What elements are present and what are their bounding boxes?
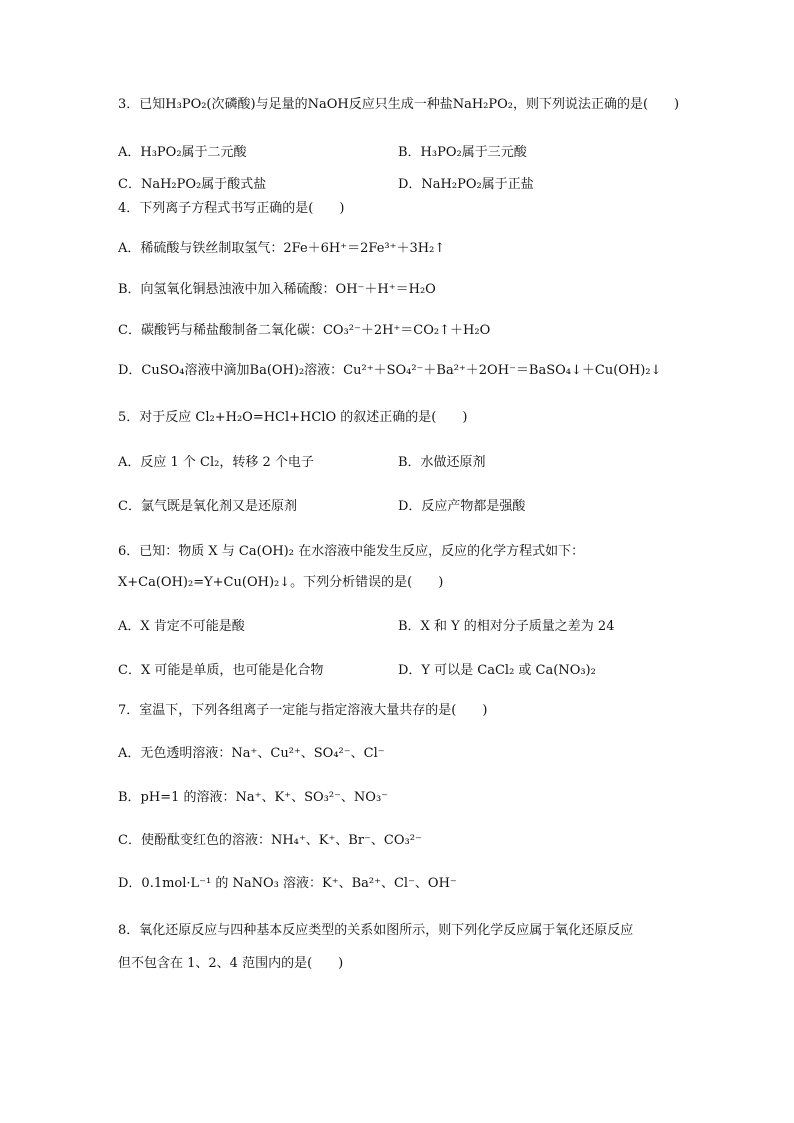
question-7-option-b[interactable]: B．pH=1 的溶液：Na⁺、K⁺、SO₃²⁻、NO₃⁻ <box>118 790 389 805</box>
question-3-option-b[interactable]: B．H₃PO₂属于三元酸 <box>398 145 527 160</box>
question-3-option-d[interactable]: D．NaH₂PO₂属于正盐 <box>398 177 534 192</box>
question-4-stem: 4．下列离子方程式书写正确的是( ) <box>118 201 345 216</box>
question-6-option-b[interactable]: B．X 和 Y 的相对分子质量之差为 24 <box>398 619 615 634</box>
question-6-option-a[interactable]: A．X 肯定不可能是酸 <box>118 619 245 634</box>
question-5-option-a[interactable]: A．反应 1 个 Cl₂，转移 2 个电子 <box>118 455 314 470</box>
question-6-stem-line-1: 6．已知：物质 X 与 Ca(OH)₂ 在水溶液中能发生反应，反应的化学方程式如下： <box>118 544 585 559</box>
question-4-option-d[interactable]: D．CuSO₄溶液中滴加Ba(OH)₂溶液：Cu²⁺＋SO₄²⁻＋Ba²⁺＋2OH⁻＝BaSO₄↓＋Cu(OH)₂↓ <box>118 363 662 378</box>
question-3-option-a[interactable]: A．H₃PO₂属于二元酸 <box>118 145 247 160</box>
question-7-stem: 7．室温下，下列各组离子一定能与指定溶液大量共存的是( ) <box>118 703 488 718</box>
question-7-option-d[interactable]: D．0.1mol·L⁻¹ 的 NaNO₃ 溶液：K⁺、Ba²⁺、Cl⁻、OH⁻ <box>118 876 457 891</box>
question-6-option-c[interactable]: C．X 可能是单质，也可能是化合物 <box>118 663 324 678</box>
question-3-option-c[interactable]: C．NaH₂PO₂属于酸式盐 <box>118 177 267 192</box>
question-4-option-b[interactable]: B．向氢氧化铜悬浊液中加入稀硫酸：OH⁻＋H⁺＝H₂O <box>118 282 436 297</box>
question-6-option-d[interactable]: D．Y 可以是 CaCl₂ 或 Ca(NO₃)₂ <box>398 663 596 678</box>
question-7-option-c[interactable]: C．使酚酞变红色的溶液：NH₄⁺、K⁺、Br⁻、CO₃²⁻ <box>118 833 422 848</box>
question-4-option-c[interactable]: C．碳酸钙与稀盐酸制备二氧化碳：CO₃²⁻＋2H⁺＝CO₂↑＋H₂O <box>118 323 491 338</box>
question-6-stem-line-2: X+Ca(OH)₂=Y+Cu(OH)₂↓。下列分析错误的是( ) <box>118 575 444 590</box>
question-8-stem-line-1: 8．氧化还原反应与四种基本反应类型的关系如图所示，则下列化学反应属于氧化还原反应 <box>118 923 634 938</box>
question-5-option-c[interactable]: C．氯气既是氧化剂又是还原剂 <box>118 499 297 514</box>
question-5-option-d[interactable]: D．反应产物都是强酸 <box>398 499 526 514</box>
question-8-stem-line-2: 但不包含在 1、2、4 范围内的是( ) <box>118 956 344 971</box>
question-3-stem: 3．已知H₃PO₂(次磷酸)与足量的NaOH反应只生成一种盐NaH₂PO₂，则下列说法正确的是( ) <box>118 97 680 112</box>
question-7-option-a[interactable]: A．无色透明溶液：Na⁺、Cu²⁺、SO₄²⁻、Cl⁻ <box>118 746 385 761</box>
question-4-option-a[interactable]: A．稀硫酸与铁丝制取氢气：2Fe＋6H⁺＝2Fe³⁺＋3H₂↑ <box>118 241 446 256</box>
question-5-option-b[interactable]: B．水做还原剂 <box>398 455 486 470</box>
question-5-stem: 5．对于反应 Cl₂+H₂O=HCl+HClO 的叙述正确的是( ) <box>118 410 468 425</box>
